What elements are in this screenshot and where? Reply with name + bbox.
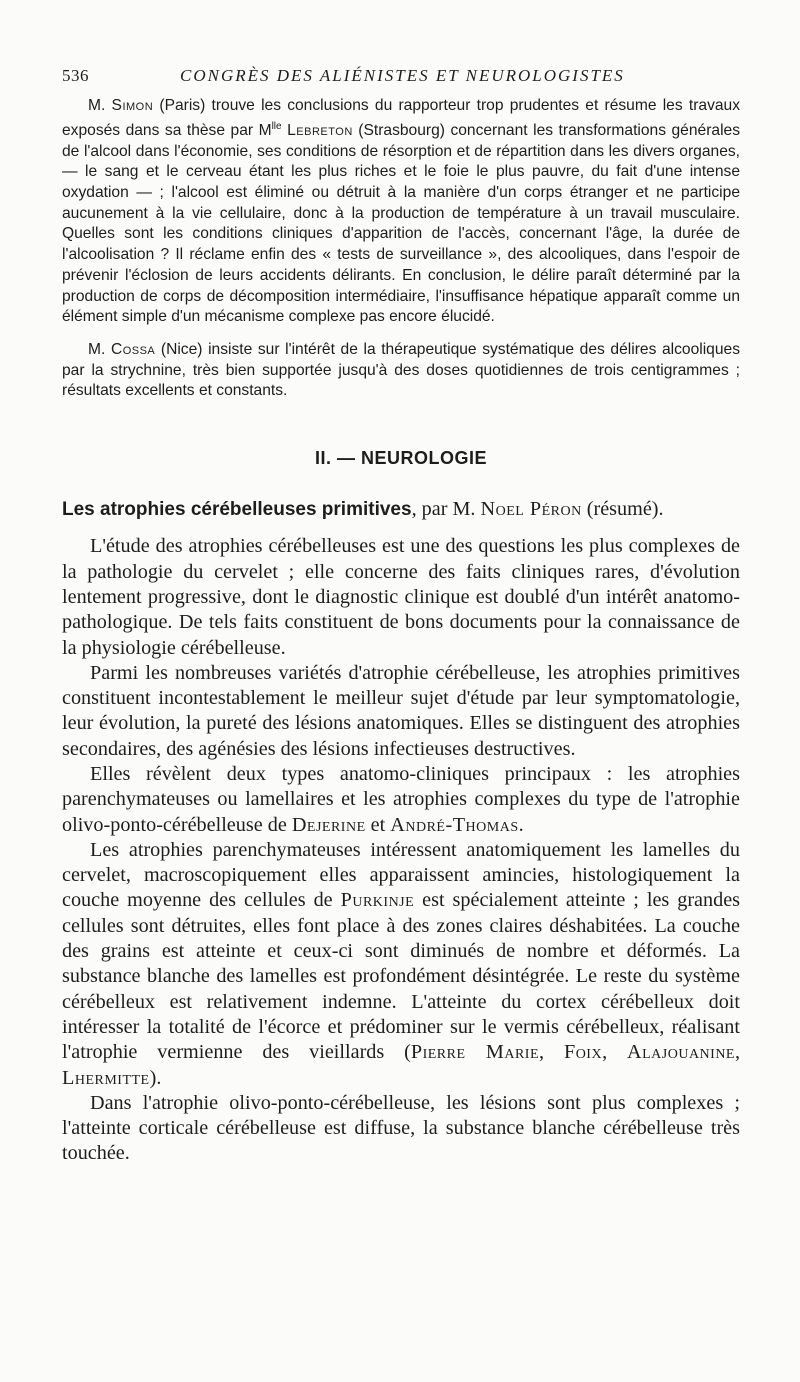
text: (Paris) trouve les conclusions du rapporteur trop prudentes et résume les travaux exposés dans sa thèse par M — [62, 97, 741, 139]
author-name: Alajouanine — [627, 1041, 735, 1064]
section-heading: II. — NEUROLOGIE — [314, 448, 487, 469]
author-name: Foix — [563, 1041, 603, 1064]
author-name: Cossa — [110, 340, 156, 358]
author-name: Pierre Marie — [410, 1041, 540, 1064]
paragraph-parenchymateuses — [62, 838, 740, 1091]
author-name: Purkinje — [340, 889, 415, 912]
text: Elles révèlent deux types anatomo-cliniques principaux : les atrophies parenchymateuses ou lamellaires et les atrophies complexes du type de l'atrophie olivo-ponto-cérébelleuse de — [62, 763, 740, 836]
author-name: Noel Péron — [480, 498, 582, 521]
text: . — [518, 813, 524, 836]
text: , — [539, 1041, 564, 1064]
running-title: CONGRÈS DES ALIÉNISTES ET NEUROLOGISTES — [180, 66, 625, 85]
text: ). — [149, 1066, 162, 1089]
author-name: Simon — [111, 97, 154, 114]
paragraph-simon — [62, 96, 740, 328]
text: Les atrophies parenchymateuses intéressent anatomiquement les lamelles du cervelet, macroscopiquement elles apparaissent amincies, histologiquement la couche moyenne des cellules de — [62, 838, 740, 912]
author-name: Lebreton — [287, 121, 353, 139]
text: , — [602, 1041, 628, 1064]
text: , par M. — [411, 498, 481, 521]
page — [62, 66, 740, 1167]
text: et — [365, 813, 391, 836]
text: (Strasbourg) concernant les transformations générales de l'alcool dans l'économie, ses conditions de résorption et de répartition dans les divers organes, — le sang et le cerveau étant les plus riches et le foie le plus pauvre, du fait d'une intense oxydation — ; l'alcool est éliminé ou détruit à la manière d'un corps étranger et ne participe aucunement à la vie cellulaire, donc à la production de température à un travail musculaire. Quelles sont les conditions cliniques d'apparition de l'accès, concernant l'âge, la durée de l'alcoolisation ? Il réclame enfin des « tests de surveillance », des alcooliques, dans l'espoir de prévenir l'éclosion de leurs accidents délirants. En conclusion, le délire paraît déterminé par la production de corps de décomposition intermédiaire, l'insuffisance hépatique apparaît comme un élément simple d'un mécanisme complexe pas encore élucidé. — [62, 121, 741, 326]
paragraph-intro: L'étude des atrophies cérébelleuses est une des questions les plus complexes de la pathologie du cervelet ; elle concerne des faits cliniques rares, d'évolution lentement progressive, dont le diagnostic clinique est doublé d'un intérêt anatomo-pathologique. De tels faits constituent de bons documents pour la connaissance de la physiologie cérébelleuse. — [62, 535, 740, 659]
author-name: Dejerine — [291, 813, 366, 836]
text: M. — [88, 340, 111, 358]
paragraph-cossa — [62, 340, 740, 402]
page-number: 536 — [62, 66, 89, 85]
text: , — [735, 1041, 741, 1064]
author-name: Lhermitte — [62, 1066, 150, 1089]
text: est spécialement atteinte ; les grandes cellules sont détruites, elles font place à des zones claires déshabitées. La couche des grains est atteinte et ceux-ci sont diminués de nombre et déformés. La substance blanche des lamelles est profondément désintégrée. Le reste du système cérébelleux est relativement indemne. L'atteinte du cortex cérébelleux doit intéresser la totalité de l'écorce et prédominer sur le vermis cérébelleux, réalisant l'atrophie vermienne des vieillards ( — [62, 889, 741, 1064]
text: (résumé). — [581, 498, 664, 521]
paragraph-varieties: Parmi les nombreuses variétés d'atrophie cérébelleuse, les atrophies primitives constituent incontestablement le meilleur sujet d'étude par leur symptomatologie, leur évolution, la pureté des lésions anatomiques. Elles se distinguent des atrophies secondaires, des agénésies des lésions infectieuses destructives. — [62, 661, 740, 760]
superscript: lle — [271, 120, 282, 132]
author-name: André-Thomas — [390, 813, 519, 836]
paragraph-olivo-ponto: Dans l'atrophie olivo-ponto-cérébelleuse, les lésions sont plus complexes ; l'atteinte corticale cérébelleuse est diffuse, la substance blanche cérébelleuse très touchée. — [62, 1091, 740, 1165]
article-title-line — [62, 497, 740, 522]
paragraph-types — [62, 762, 740, 838]
running-header — [62, 66, 740, 96]
text: M. — [88, 97, 112, 114]
text: (Nice) insiste sur l'intérêt de la thérapeutique systématique des délires alcooliques par la strychnine, très bien supportée jusqu'à des doses quotidiennes de trois centigrammes ; résultats excellents et constants. — [62, 340, 740, 400]
article-title: Les atrophies cérébelleuses primitives — [62, 499, 412, 521]
